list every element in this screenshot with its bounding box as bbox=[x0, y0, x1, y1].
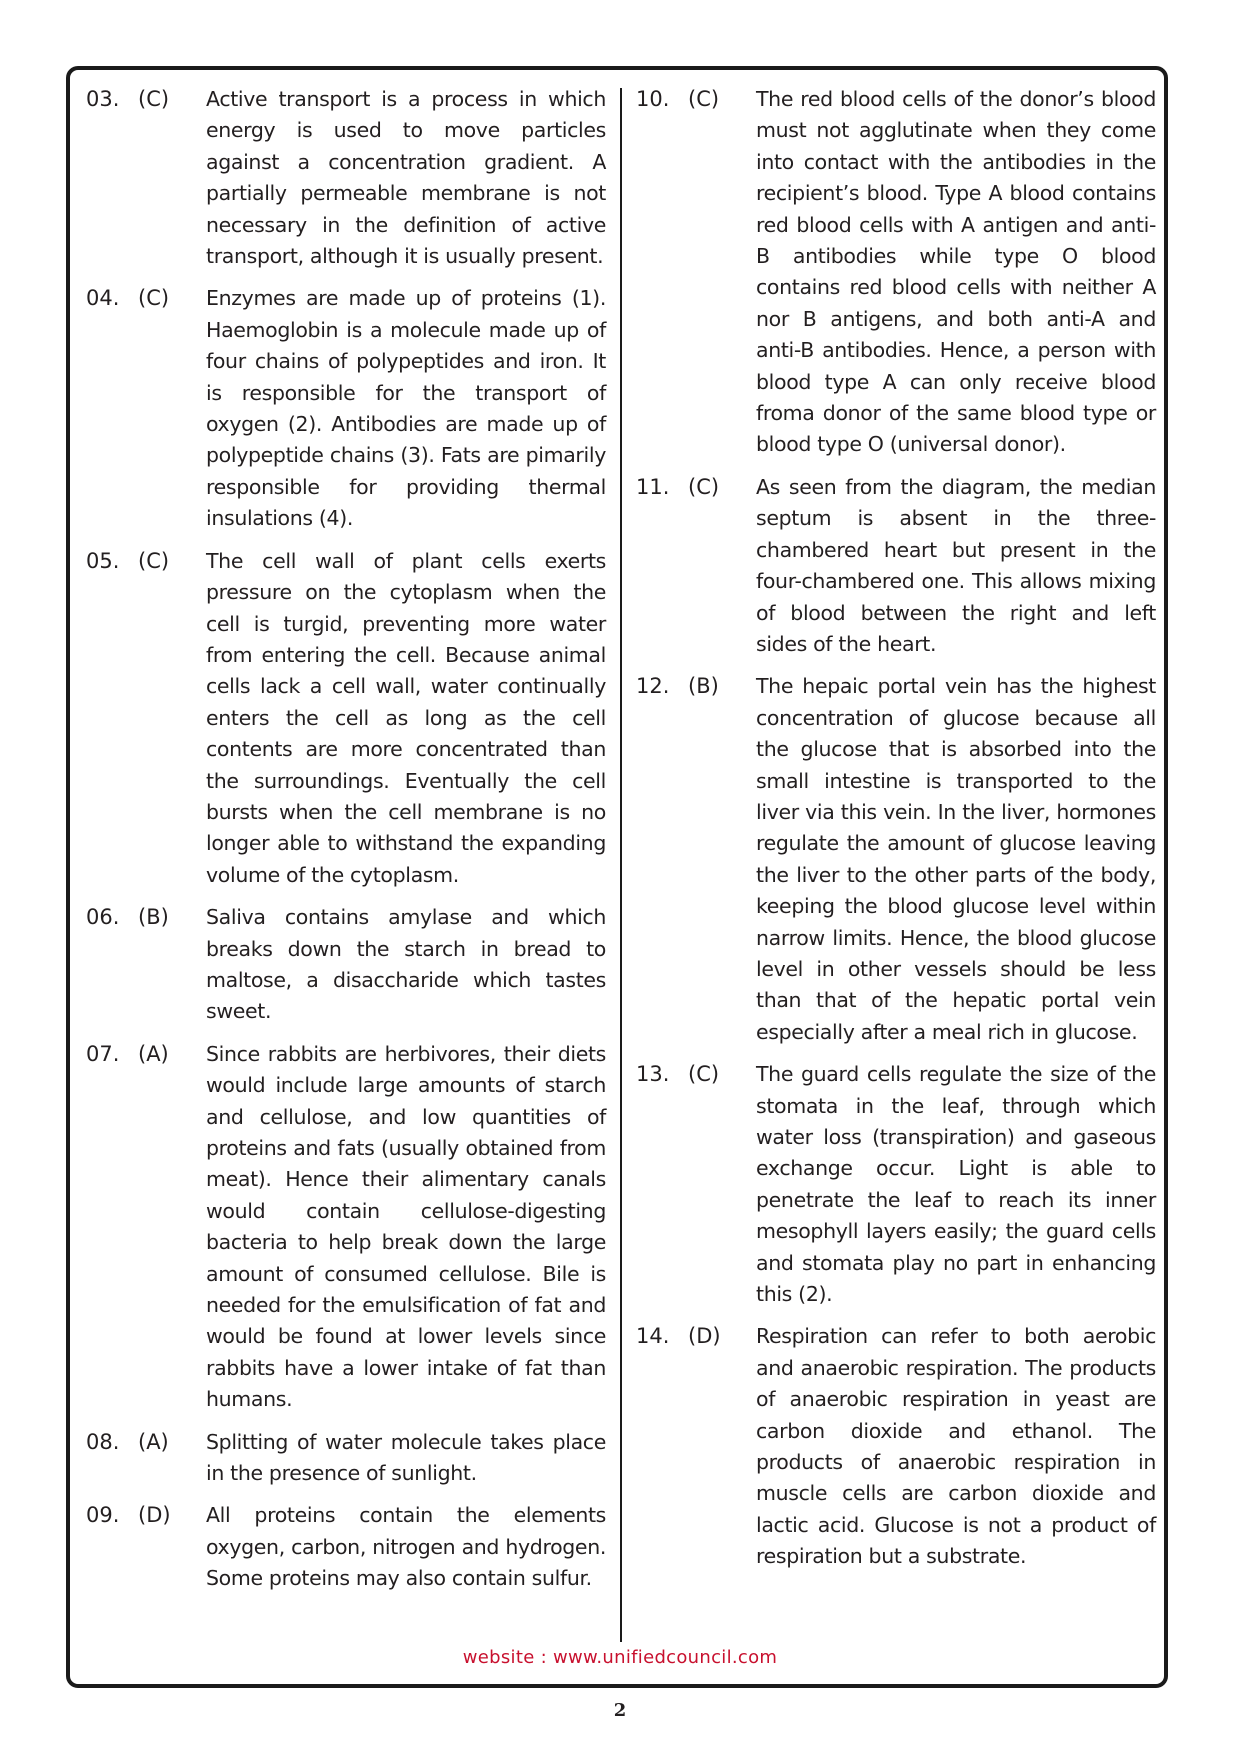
explanation-text: All proteins contain the elements oxygen, carbon, nitrogen and hydrogen. Some proteins may also contain sulfur. bbox=[206, 1503, 606, 1591]
answer-item bbox=[636, 1321, 1156, 1572]
answer-option: (C) bbox=[138, 286, 170, 311]
explanation-text: The cell wall of plant cells exerts pressure on the cytoplasm when the cell is turgid, preventing more water from entering the cell. Because animal cells lack a cell wall, water continually enters the cell as long as the cell contents are more concentrated than the surroundings. Eventually the cell bursts when the cell membrane is no longer able to withstand the expanding volume of the cytoplasm. bbox=[206, 548, 606, 887]
answer-option: (B) bbox=[688, 674, 719, 699]
answer-item bbox=[86, 902, 606, 1028]
answer-item bbox=[636, 472, 1156, 660]
question-number: 14. bbox=[636, 1324, 670, 1349]
answer-option: (C) bbox=[138, 548, 170, 573]
explanation-text: Respiration can refer to both aerobic and anaerobic respiration. The products of anaerobic respiration in yeast are carbon dioxide and ethanol. The products of anaerobic respiration in muscle cells are carbon dioxide and lactic acid. Glucose is not a product of respiration but a substrate. bbox=[756, 1324, 1156, 1569]
answer-option: (C) bbox=[688, 87, 720, 111]
explanation-text: The red blood cells of the donor’s blood must not agglutinate when they come into contact with the antibodies in the recipient’s blood. Type A blood contains red blood cells with A antigen and anti-B antibodies while type O blood contains red blood cells with neither A nor B antigens, and both anti-A and anti-B antibodies. Hence, a person with blood type A can only receive blood froma donor of the same blood type or blood type O (universal donor). bbox=[756, 87, 1156, 457]
explanation-text: Since rabbits are herbivores, their diets would include large amounts of starch and cellulose, and low quantities of proteins and fats (usually obtained from meat). Hence their alimentary canals would contain cellulose-digesting bacteria to help break down the large amount of consumed cellulose. Bile is needed for the emulsification of fat and would be found at lower levels since rabbits have a lower intake of fat than humans. bbox=[206, 1041, 606, 1412]
question-number: 04. bbox=[86, 286, 120, 311]
answer-option: (C) bbox=[688, 1062, 720, 1087]
page-number: 2 bbox=[613, 1700, 627, 1721]
answer-option: (A) bbox=[138, 1041, 169, 1066]
explanation-text: Enzymes are made up of proteins (1). Haemoglobin is a molecule made up of four chains of polypeptides and iron. It is responsible for the transport of oxygen (2). Antibodies are made up of polypeptide chains (3). Fats are pimarily responsible for providing thermal insulations (4). bbox=[206, 286, 606, 531]
explanation-text: As seen from the diagram, the median septum is absent in the three-chambered heart but present in the four-chambered one. This allows mixing of blood between the right and left sides of the heart. bbox=[756, 474, 1156, 656]
answer-item bbox=[86, 546, 606, 891]
question-number: 05. bbox=[86, 548, 120, 573]
answer-option: (D) bbox=[688, 1324, 721, 1349]
question-number: 09. bbox=[86, 1503, 120, 1528]
answer-item bbox=[86, 1500, 606, 1594]
question-number: 13. bbox=[636, 1062, 670, 1087]
left-column bbox=[86, 84, 606, 1606]
explanation-text: Active transport is a process in which energy is used to move particles against a concentration gradient. A partially permeable membrane is not necessary in the definition of active transport, although it is usually present. bbox=[206, 87, 606, 269]
answer-item bbox=[86, 1427, 606, 1490]
question-number: 12. bbox=[636, 674, 670, 699]
question-number: 08. bbox=[86, 1429, 120, 1454]
column-divider bbox=[620, 88, 622, 1642]
question-number: 03. bbox=[86, 87, 120, 111]
answer-option: (D) bbox=[138, 1503, 171, 1528]
explanation-text: Splitting of water molecule takes place in the presence of sunlight. bbox=[206, 1429, 606, 1486]
answer-item bbox=[636, 84, 1156, 461]
question-number: 06. bbox=[86, 905, 120, 930]
answer-option: (C) bbox=[688, 474, 720, 499]
answer-item bbox=[86, 1039, 606, 1416]
question-number: 10. bbox=[636, 87, 670, 111]
answer-item bbox=[636, 671, 1156, 1048]
question-number: 11. bbox=[636, 474, 670, 499]
answer-item bbox=[636, 1059, 1156, 1310]
explanation-text: The hepaic portal vein has the highest concentration of glucose because all the glucose that is absorbed into the small intestine is transported to the liver via this vein. In the liver, hormones regulate the amount of glucose leaving the liver to the other parts of the body, keeping the blood glucose level within narrow limits. Hence, the blood glucose level in other vessels should be less than that of the hepatic portal vein especially after a meal rich in glucose. bbox=[756, 674, 1156, 1044]
answer-option: (B) bbox=[138, 905, 169, 930]
answer-option: (C) bbox=[138, 87, 170, 111]
question-number: 07. bbox=[86, 1041, 120, 1066]
right-column bbox=[636, 84, 1156, 1584]
explanation-text: The guard cells regulate the size of the stomata in the leaf, through which water loss (transpiration) and gaseous exchange occur. Light is able to penetrate the leaf to reach its inner mesophyll layers easily; the guard cells and stomata play no part in enhancing this (2). bbox=[756, 1062, 1156, 1307]
website-link[interactable]: website : www.unifiedcouncil.com bbox=[462, 1647, 778, 1668]
explanation-text: Saliva contains amylase and which breaks down the starch in bread to maltose, a disaccharide which tastes sweet. bbox=[206, 905, 606, 1024]
answer-item bbox=[86, 84, 606, 272]
answer-item bbox=[86, 283, 606, 534]
answer-option: (A) bbox=[138, 1429, 169, 1454]
